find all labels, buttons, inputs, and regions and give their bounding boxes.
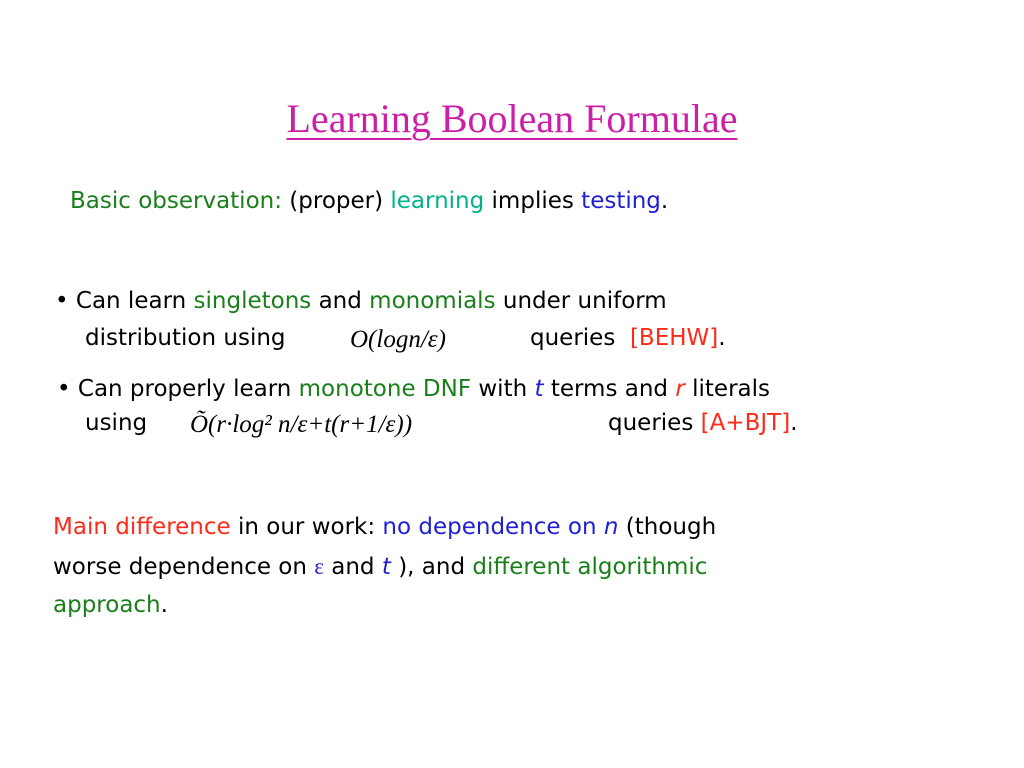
- bullet2-using: using: [85, 410, 148, 436]
- observation-period: .: [660, 188, 669, 214]
- observation-implies: implies: [491, 188, 574, 214]
- main-approach: approach: [53, 592, 161, 618]
- bullet1-distribution: distribution using: [85, 325, 286, 351]
- main-in-our-work: in our work:: [238, 514, 376, 540]
- main-though: (though: [625, 514, 717, 540]
- bullet1-line2: [85, 323, 286, 353]
- observation-proper: (proper): [289, 188, 384, 214]
- bullet2-line2: [85, 408, 147, 438]
- main-label: Main difference: [53, 514, 231, 540]
- bullet1-monomials: monomials: [369, 288, 496, 314]
- bullet1-line1: [55, 286, 667, 316]
- observation-testing: testing: [581, 188, 661, 214]
- bullet1-period: .: [718, 325, 726, 351]
- main-and: and: [331, 554, 375, 580]
- bullet2-terms-and: terms and: [550, 376, 669, 402]
- observation-learning: learning: [390, 188, 485, 214]
- bullet1-formula-text: O(logn/ε): [350, 326, 446, 353]
- slide-title: Learning Boolean Formulae: [286, 96, 738, 141]
- bullet-icon: •: [57, 376, 71, 402]
- bullet-icon: •: [55, 288, 69, 314]
- bullet1-formula: [350, 325, 446, 355]
- main-line1: [53, 512, 716, 542]
- bullet2-period: .: [790, 410, 798, 436]
- bullet1-cite: [BEHW]: [629, 325, 719, 351]
- main-and2: ), and: [398, 554, 466, 580]
- main-line2: [53, 552, 707, 582]
- bullet2-literals: literals: [692, 376, 770, 402]
- bullet2-can-learn: Can properly learn: [77, 376, 292, 402]
- main-worse: worse dependence on: [53, 554, 307, 580]
- observation-line: [70, 186, 668, 216]
- main-eps: ε: [314, 554, 324, 579]
- bullet1-line2-tail: [530, 323, 726, 353]
- bullet1-queries: queries: [530, 325, 616, 351]
- main-t: t: [381, 554, 391, 580]
- main-different: different algorithmic: [472, 554, 708, 580]
- bullet2-with: with: [478, 376, 528, 402]
- main-no-dep: no dependence on: [382, 514, 597, 540]
- bullet2-monotone: monotone DNF: [298, 376, 472, 402]
- bullet2-line2-tail: [608, 408, 798, 438]
- bullet2-line1: [57, 374, 770, 404]
- bullet2-r: r: [675, 376, 685, 402]
- bullet2-queries: queries: [608, 410, 694, 436]
- bullet1-and: and: [318, 288, 362, 314]
- bullet1-can-learn: Can learn: [75, 288, 187, 314]
- bullet2-formula-text: Õ(r·log² n/ε+t(r+1/ε)): [190, 411, 413, 438]
- bullet1-under: under uniform: [502, 288, 667, 314]
- bullet1-singletons: singletons: [193, 288, 312, 314]
- bullet2-cite: [A+BJT]: [700, 410, 791, 436]
- main-line3: [53, 590, 168, 620]
- main-period: .: [160, 592, 168, 618]
- observation-label: Basic observation:: [70, 188, 282, 214]
- main-n: n: [603, 514, 619, 540]
- bullet2-t: t: [534, 376, 544, 402]
- bullet2-formula: [190, 410, 412, 440]
